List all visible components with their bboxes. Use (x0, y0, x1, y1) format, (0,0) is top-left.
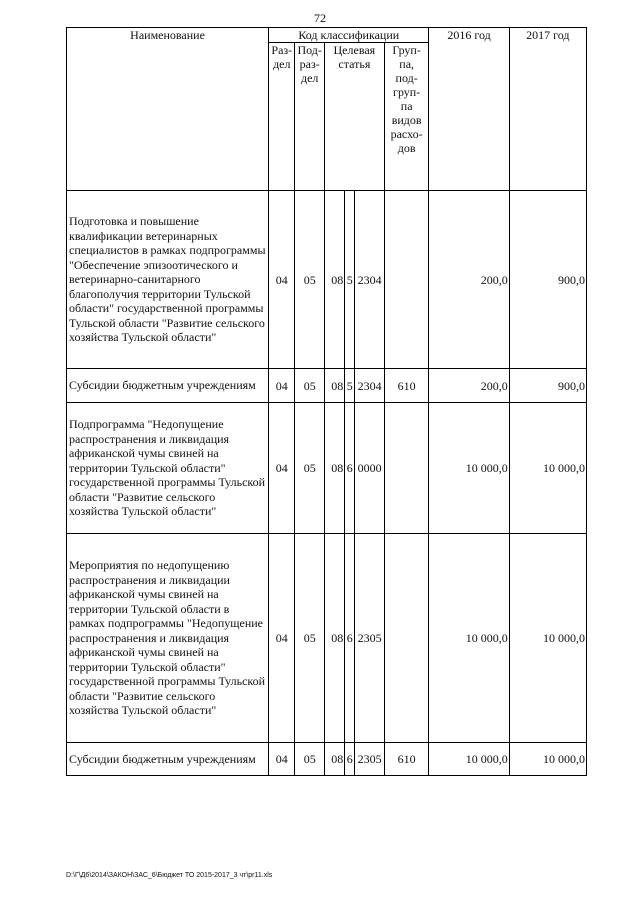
row-group (384, 403, 429, 534)
row-section: 04 (269, 743, 295, 776)
row-article-a: 08 (324, 369, 344, 403)
table-row (67, 743, 587, 776)
row-year-2017: 10 000,0 (509, 403, 586, 534)
row-group: 610 (384, 743, 429, 776)
row-year-2016: 10 000,0 (429, 534, 509, 743)
row-section: 04 (269, 403, 295, 534)
row-year-2016: 200,0 (429, 191, 509, 369)
table-row (67, 534, 587, 743)
row-section: 04 (269, 369, 295, 403)
row-year-2016: 200,0 (429, 369, 509, 403)
row-name: Подпрограмма "Недопущение распространения и ликвидация африканской чумы свиней на территории Тульской области" государственной программы Тульской области "Развитие сельского хозяйства Тульской области" (67, 403, 269, 534)
header-expense-group: Груп- па, под- груп- па видов расхо- дов (384, 43, 429, 191)
row-article-c: 2305 (355, 743, 384, 776)
header-target-article: Целевая статья (324, 43, 384, 191)
row-article-b: 6 (345, 403, 355, 534)
row-year-2017: 10 000,0 (509, 743, 586, 776)
row-article-b: 6 (345, 534, 355, 743)
budget-table (66, 27, 587, 776)
row-group: 610 (384, 369, 429, 403)
row-article-c: 2304 (355, 191, 384, 369)
row-subsection: 05 (295, 191, 324, 369)
row-year-2016: 10 000,0 (429, 743, 509, 776)
row-section: 04 (269, 191, 295, 369)
row-name: Подготовка и повышение квалификации ветеринарных специалистов в рамках подпрограммы "Обеспечение эпизоотического и ветеринарно-санитарного благополучия территории Тульской области" государственной программы Тульской области "Развитие сельского хозяйства Тульской области" (67, 191, 269, 369)
row-year-2016: 10 000,0 (429, 403, 509, 534)
row-name: Субсидии бюджетным учреждениям (67, 743, 269, 776)
row-year-2017: 10 000,0 (509, 534, 586, 743)
row-subsection: 05 (295, 369, 324, 403)
row-subsection: 05 (295, 403, 324, 534)
row-article-a: 08 (324, 534, 344, 743)
table-row (67, 403, 587, 534)
row-article-c: 2304 (355, 369, 384, 403)
row-group (384, 191, 429, 369)
header-name: Наименование (67, 28, 269, 191)
row-article-b: 5 (345, 369, 355, 403)
row-article-a: 08 (324, 403, 344, 534)
row-section: 04 (269, 534, 295, 743)
header-classification-code: Код классификации (269, 28, 429, 43)
footer-file-path: D:\Г\Д6\2014\ЗАКОН\ЗАС_6\Бюджет ТО 2015-2017_3 чт\pr11.xls (66, 872, 273, 879)
row-year-2017: 900,0 (509, 191, 586, 369)
header-subsection: Под- раз- дел (295, 43, 324, 191)
row-article-c: 0000 (355, 403, 384, 534)
row-article-c: 2305 (355, 534, 384, 743)
row-year-2017: 900,0 (509, 369, 586, 403)
row-article-a: 08 (324, 191, 344, 369)
table-row (67, 191, 587, 369)
row-subsection: 05 (295, 534, 324, 743)
header-section: Раз- дел (269, 43, 295, 191)
row-name: Мероприятия по недопущению распространения и ликвидации африканской чумы свиней на территории Тульской области в рамках подпрограммы "Недопущение распространения и ликвидация африканской чумы свиней на территории Тульской области" государственной программы Тульской области "Развитие сельского хозяйства Тульской области" (67, 534, 269, 743)
row-article-b: 6 (345, 743, 355, 776)
header-year-2017: 2017 год (509, 28, 586, 191)
row-article-b: 5 (345, 191, 355, 369)
row-article-a: 08 (324, 743, 344, 776)
row-group (384, 534, 429, 743)
row-subsection: 05 (295, 743, 324, 776)
page-number: 72 (314, 11, 326, 25)
header-year-2016: 2016 год (429, 28, 509, 191)
table-row (67, 369, 587, 403)
row-name: Субсидии бюджетным учреждениям (67, 369, 269, 403)
